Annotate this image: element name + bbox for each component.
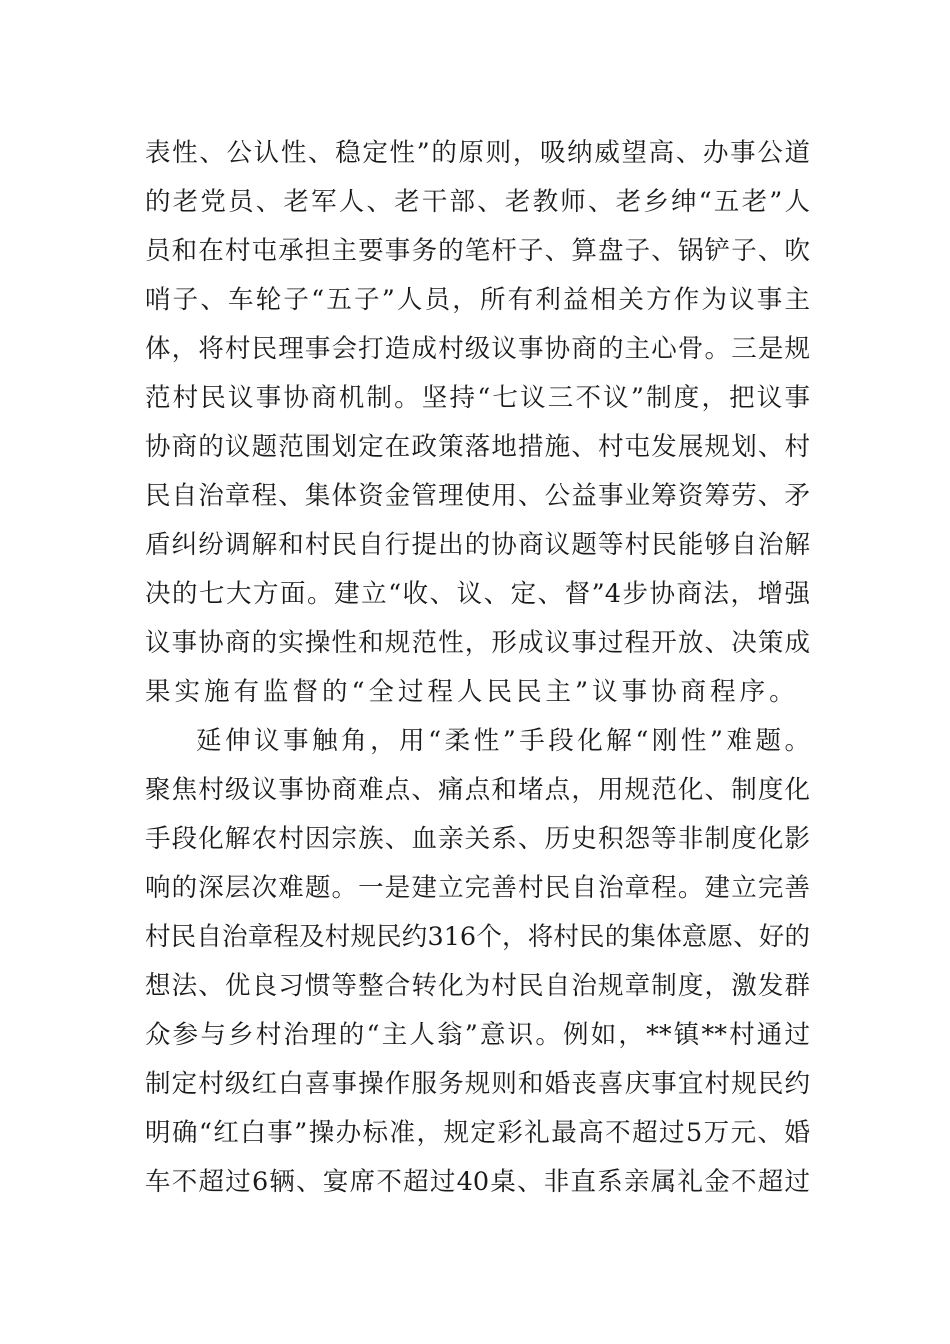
text-line: 明确“红白事”操办标准，规定彩礼最高不超过5万元、婚: [145, 1118, 810, 1148]
text-line: 的老党员、老军人、老干部、老教师、老乡绅“五老”人: [145, 187, 810, 217]
text-line: 想法、优良习惯等整合转化为村民自治规章制度，激发群: [145, 971, 810, 1001]
text-line: 体，将村民理事会打造成村级议事协商的主心骨。三是规: [145, 334, 810, 364]
text-line: 村民自治章程及村规民约316个，将村民的集体意愿、好的: [145, 922, 810, 952]
text-line: 众参与乡村治理的“主人翁”意识。例如，**镇**村通过: [145, 1020, 810, 1050]
text-line: 员和在村屯承担主要事务的笔杆子、算盘子、锅铲子、吹: [145, 236, 810, 266]
text-line: 决的七大方面。建立“收、议、定、督”4步协商法，增强: [145, 579, 810, 609]
paragraph-heading-line: 延伸议事触角，用“柔性”手段化解“刚性”难题。: [196, 726, 810, 756]
text-line: 聚焦村级议事协商难点、痛点和堵点，用规范化、制度化: [145, 775, 810, 805]
text-line: 议事协商的实操性和规范性，形成议事过程开放、决策成: [145, 628, 810, 658]
text-line: 民自治章程、集体资金管理使用、公益事业筹资筹劳、矛: [145, 481, 810, 511]
text-line: 协商的议题范围划定在政策落地措施、村屯发展规划、村: [145, 432, 810, 462]
text-line: 哨子、车轮子“五子”人员，所有利益相关方作为议事主: [145, 285, 810, 315]
text-line: 响的深层次难题。一是建立完善村民自治章程。建立完善: [145, 873, 810, 903]
text-line: 范村民议事协商机制。坚持“七议三不议”制度，把议事: [145, 383, 810, 413]
text-line: 制定村级红白喜事操作服务规则和婚丧喜庆事宜村规民约: [145, 1069, 810, 1099]
paragraph-last-line: 果实施有监督的“全过程人民民主”议事协商程序。: [145, 677, 799, 707]
text-line: 盾纠纷调解和村民自行提出的协商议题等村民能够自治解: [145, 530, 810, 560]
text-line: 车不超过6辆、宴席不超过40桌、非直系亲属礼金不超过: [145, 1167, 810, 1197]
text-line: 表性、公认性、稳定性”的原则，吸纳威望高、办事公道: [145, 138, 810, 168]
text-line: 手段化解农村因宗族、血亲关系、历史积怨等非制度化影: [145, 824, 810, 854]
